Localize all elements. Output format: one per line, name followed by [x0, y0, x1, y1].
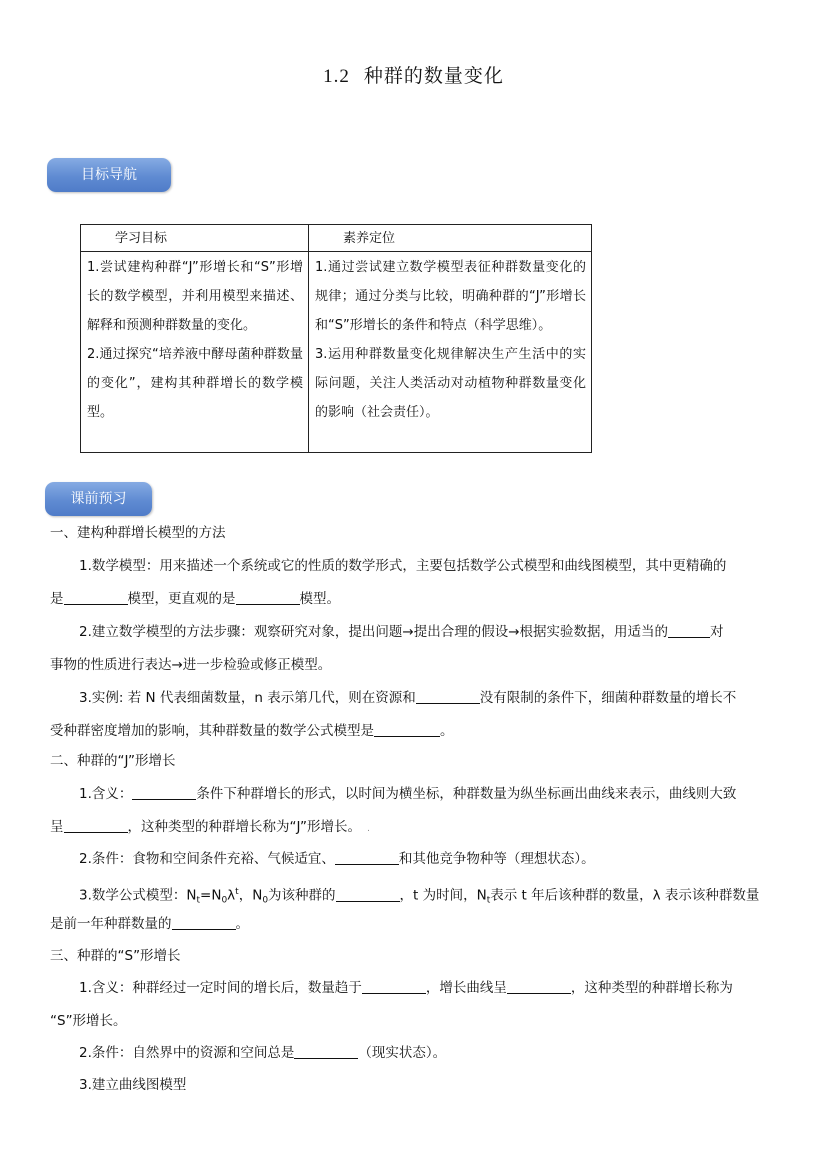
goals-nav-badge: 目标导航	[47, 158, 171, 192]
blank-intuitive-model	[236, 591, 300, 605]
s3-p2: 2.条件：自然界中的资源和空间总是 （现实状态）。	[79, 1045, 447, 1061]
page-title	[0, 61, 827, 88]
section3-heading: 三、种群的“S”形增长	[50, 948, 181, 964]
section2-heading: 二、种群的“J”形增长	[50, 753, 176, 769]
blank-limited	[294, 1045, 358, 1059]
blank-precise-model	[64, 591, 128, 605]
s3-p3: 3.建立曲线图模型	[79, 1077, 187, 1093]
s1-p3-line1: 3.实例: 若 N 代表细菌数量，n 表示第几代，则在资源和 没有限制的条件下，细菌种群数量的增长不	[79, 690, 737, 706]
s2-p1-line2: 呈 ，这种类型的种群增长称为“J”形增长。 .	[50, 819, 370, 835]
blank-expression	[668, 624, 710, 638]
blank-s-shape	[507, 980, 571, 994]
s1-p3-line2: 受种群密度增加的影响，其种群数量的数学公式模型是 。	[50, 723, 454, 739]
title-text: 种群的数量变化	[363, 65, 504, 87]
s2-p2: 2.条件：食物和空间条件充裕、气候适宜、 和其他竞争物种等（理想状态）。	[79, 851, 595, 867]
blank-space	[416, 690, 480, 704]
s1-p2-line2: 事物的性质进行表达→进一步检验或修正模型。	[50, 657, 332, 673]
preview-badge: 课前预习	[45, 482, 152, 516]
s1-p1-line1: 1.数学模型：用来描述一个系统或它的性质的数学形式，主要包括数学公式模型和曲线图模型，其中更精确的	[79, 558, 727, 574]
blank-condition	[132, 786, 196, 800]
s1-p2-line1: 2.建立数学模型的方法步骤：观察研究对象，提出问题→提出合理的假设→根据实验数据，用适当的 对	[79, 624, 724, 640]
goals-header-learning: 学习目标	[81, 225, 309, 252]
blank-no-enemies	[335, 851, 399, 865]
blank-stable	[362, 980, 426, 994]
learning-goals-cell	[81, 252, 309, 453]
s2-p1-line1: 1.含义： 条件下种群增长的形式，以时间为横坐标，种群数量为纵坐标画出曲线来表示，曲线则大致	[79, 786, 737, 802]
blank-initial-number	[336, 888, 400, 902]
goals-header-literacy: 素养定位	[309, 225, 592, 252]
blank-curve-shape	[64, 819, 128, 833]
s2-p3-line1: 3.数学公式模型：$N_t=N_0\lambda^t$，$N_0$为该种群的 ，t 为时间，$N_t$表示 t 年后该种群的数量，λ 表示该种群数量	[79, 887, 760, 906]
section-number: 1.2	[323, 66, 350, 87]
s2-p3-line2: 是前一年种群数量的 。	[50, 916, 249, 932]
section1-heading: 一、建构种群增长模型的方法	[50, 525, 226, 541]
literacy-goal-1: 1.通过尝试建立数学模型表征种群数量变化的规律；通过分类与比较，明确种群的“J”形增长和“S”形增长的条件和特点（科学思维）。	[315, 260, 586, 333]
blank-multiple	[172, 916, 236, 930]
s1-p1-line2: 是 模型，更直观的是 模型。	[50, 591, 340, 607]
learning-goal-1: 1.尝试建构种群“J”形增长和“S”形增长的数学模型，并利用模型来描述、解释和预测种群数量的变化。	[87, 260, 303, 333]
blank-formula	[374, 723, 440, 737]
s3-p1-line1: 1.含义：种群经过一定时间的增长后，数量趋于 ，增长曲线呈 ，这种类型的种群增长称为	[79, 980, 733, 996]
learning-goal-2: 2.通过探究“培养液中酵母菌种群数量的变化”，建构其种群增长的数学模型。	[87, 347, 303, 420]
goals-table	[80, 224, 592, 453]
literacy-goal-3: 3.运用种群数量变化规律解决生产生活中的实际问题，关注人类活动对动植物种群数量变化的影响（社会责任）。	[315, 347, 586, 420]
literacy-goals-cell	[309, 252, 592, 453]
s3-p1-line2: “S”形增长。	[50, 1013, 127, 1029]
